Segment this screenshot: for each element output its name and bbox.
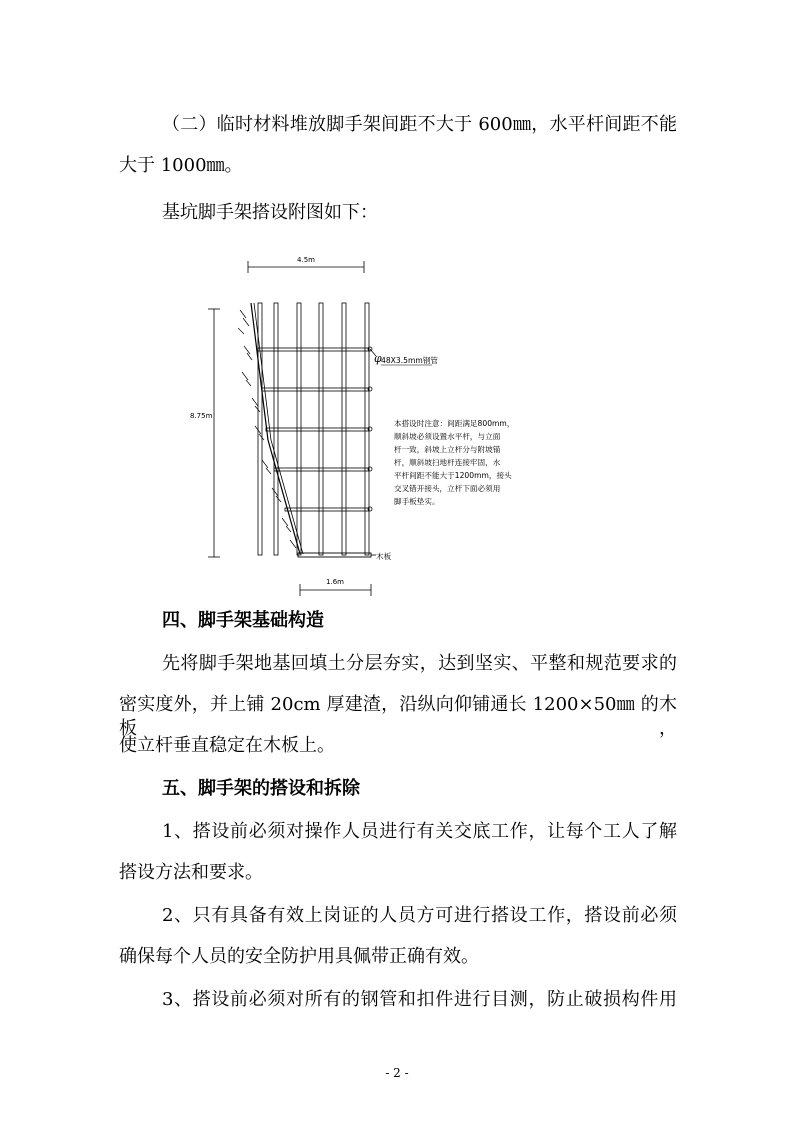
board-label: 木板: [376, 552, 392, 561]
section4-line1: 先将脚手架地基回填土分层夯实，达到坚实、平整和规范要求的: [162, 653, 677, 674]
top-dimension-label: 4.5m: [297, 256, 315, 264]
vertical-poles: [258, 303, 369, 555]
construction-note: [394, 418, 514, 506]
paragraph-figure-intro: 基坑脚手架搭设附图如下：: [162, 202, 378, 223]
note-line-6: 交叉错开接头，立杆下面必须用: [394, 484, 501, 493]
section5-item3-line1: 3、搭设前必须对所有的钢管和扣件进行目测，防止破损构件用: [162, 989, 677, 1010]
section5-heading: 五、脚手架的搭设和拆除: [162, 778, 360, 799]
note-line-5: 平杆间距不能大于1200mm，接头: [394, 471, 512, 480]
bottom-dimension-label: 1.6m: [326, 578, 344, 586]
top-dimension: [248, 256, 364, 273]
height-dimension-label: 8.75m: [190, 412, 213, 420]
section5-item2-line1: 2、只有具备有效上岗证的人员方可进行搭设工作，搭设前必须: [162, 905, 677, 926]
note-line-3: 杆一致，斜坡上立杆分与附坡锚: [394, 445, 501, 454]
paragraph-temp-storage-line1: （二）临时材料堆放脚手架间距不大于 600㎜，水平杆间距不能: [162, 114, 677, 135]
height-dimension: [190, 309, 220, 557]
pipe-spec-label: 48X3.5mm钢管: [381, 356, 438, 365]
bottom-dimension: [300, 578, 371, 596]
section5-item1-line2: 搭设方法和要求。: [119, 862, 263, 883]
scaffold-diagram: [180, 248, 540, 600]
slope-wall: [238, 303, 303, 554]
note-line-2: 顺斜坡必须设置水平杆，与立面: [394, 432, 501, 441]
section5-item1-line1: 1、搭设前必须对操作人员进行有关交底工作，让每个工人了解: [162, 821, 677, 842]
note-line-1: 本搭设时注意：间距满足800mm，: [394, 419, 515, 428]
section4-heading: 四、脚手架基础构造: [162, 610, 324, 631]
section5-item2-line2: 确保每个人员的安全防护用具佩带正确有效。: [119, 946, 479, 967]
pipe-spec-callout: [370, 349, 438, 365]
section4-line3: 使立杆垂直稳定在木板上。: [119, 735, 335, 756]
section4-line2: 密实度外，并上铺 20cm 厚建渣，沿纵向仰铺通长 1200×50㎜ 的木板，: [119, 694, 677, 739]
note-line-7: 脚手板垫实。: [394, 497, 440, 506]
paragraph-temp-storage-line2: 大于 1000㎜。: [119, 155, 243, 176]
note-line-4: 杆，顺斜坡扫地杆连接牢固，水: [394, 458, 501, 467]
pipe-symbol: φ: [374, 352, 382, 365]
horizontal-bars: [258, 347, 372, 511]
page-number: - 2 -: [385, 1066, 409, 1080]
base-board: [298, 551, 392, 561]
